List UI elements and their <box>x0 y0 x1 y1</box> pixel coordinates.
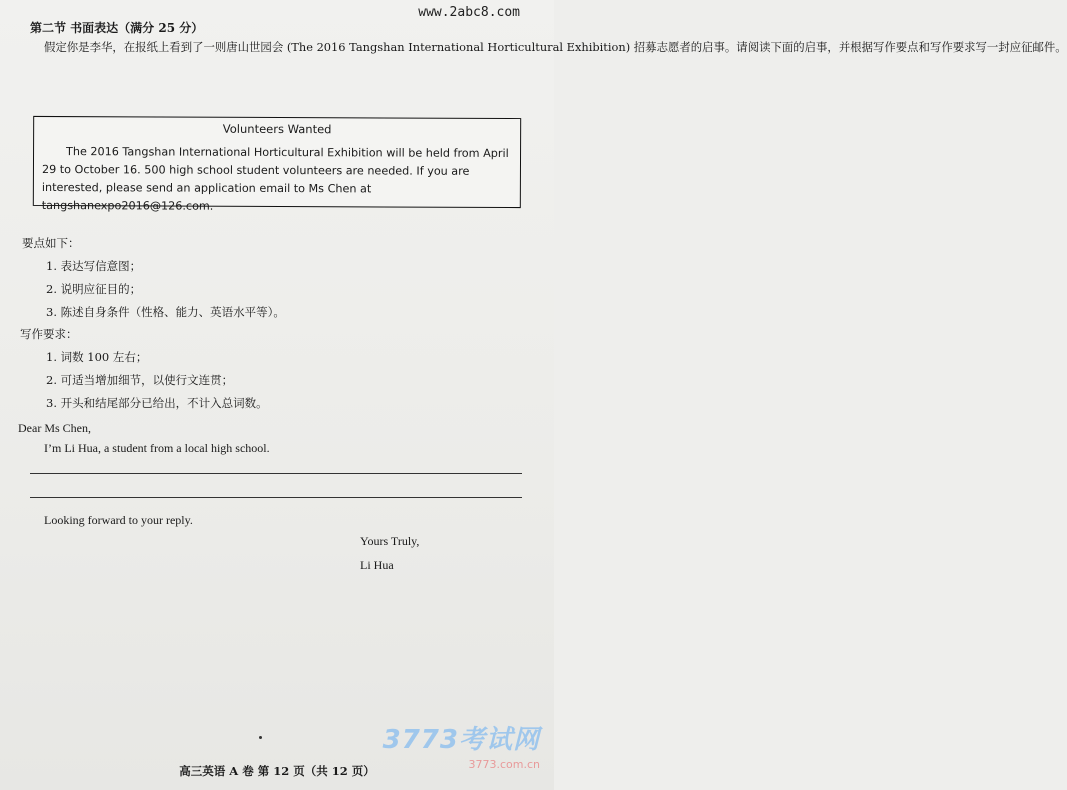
letter-opening: I’m Li Hua, a student from a local high school. <box>44 441 270 455</box>
answer-line <box>30 473 522 474</box>
site-watermark: www.2abc8.com <box>418 5 520 20</box>
point-item: 1. 表达写信意图； <box>46 259 142 273</box>
notice-body-text: The 2016 Tangshan International Horticultural Exhibition will be held from April 29 to October 16. 500 high school student volunteers are needed. If you are interested, please send an application email to Ms Chen at tangshanexpo2016@126.com. <box>41 145 509 213</box>
letter-closing: Looking forward to your reply. <box>44 513 193 527</box>
letter-signature: Li Hua <box>360 558 394 572</box>
requirement-item: 3. 开头和结尾部分已给出，不计入总词数。 <box>46 396 268 410</box>
notice-title: Volunteers Wanted <box>222 121 332 137</box>
task-intro <box>22 37 1067 58</box>
site-logo-sub: 3773.com.cn <box>468 758 540 771</box>
answer-line <box>30 497 522 498</box>
requirement-item: 1. 词数 100 左右； <box>46 350 148 364</box>
requirements-label: 写作要求： <box>20 327 78 341</box>
task-intro-text: 假定你是李华，在报纸上看到了一则唐山世园会 (The 2016 Tangshan International Horticultural Exhibition) 招募志愿者的启事。请阅读下面的启事，并根据写作要点和写作要求写一封应征邮件。 <box>44 40 1067 54</box>
requirement-item: 2. 可适当增加细节，以使行文连贯； <box>46 373 234 387</box>
point-item: 3. 陈述自身条件（性格、能力、英语水平等）。 <box>46 305 285 319</box>
site-logo-main: 3773考试网 <box>382 725 540 755</box>
page-footer: 高三英语 A 卷 第 12 页（共 12 页） <box>179 764 375 778</box>
notice-body <box>42 143 514 217</box>
point-item: 2. 说明应征目的； <box>46 282 142 296</box>
points-label: 要点如下： <box>22 236 80 250</box>
letter-signoff: Yours Truly, <box>360 534 420 548</box>
section-title: 第二节 书面表达（满分 25 分） <box>30 21 204 35</box>
page-dot <box>259 736 262 739</box>
volunteer-notice-box <box>33 116 521 213</box>
letter-salutation: Dear Ms Chen, <box>18 421 91 435</box>
